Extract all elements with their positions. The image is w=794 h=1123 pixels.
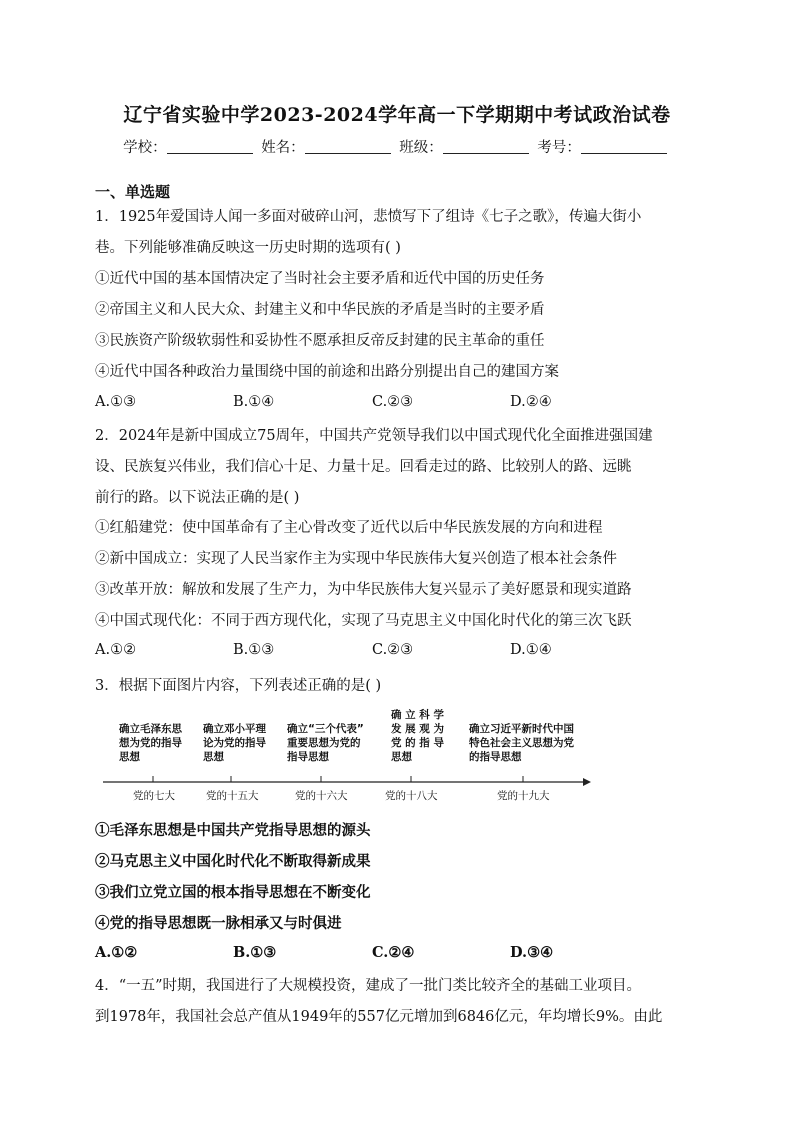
q2-stem-line1: 2．2024年是新中国成立75周年，中国共产党领导我们以中国式现代化全面推进强国建: [95, 428, 653, 444]
timeline-label-3: 确立“三个代表” 重要思想为党的 指导思想: [287, 723, 364, 763]
q1-option-c[interactable]: C.②③: [372, 394, 414, 410]
q2-statement-2: ②新中国成立：实现了人民当家作主为实现中华民族伟大复兴创造了根本社会条件: [95, 551, 617, 567]
q3-statement-4: ④党的指导思想既一脉相承又与时俱进: [95, 915, 342, 932]
q3-option-c[interactable]: C.②④: [372, 944, 415, 961]
q3-option-a[interactable]: A.①②: [95, 944, 138, 961]
class-label: 班级：: [399, 140, 443, 156]
q2-stem-line2: 设、民族复兴伟业，我们信心十足、力量十足。回看走过的路、比较别人的路、远眺: [95, 459, 632, 475]
school-label: 学校：: [123, 140, 167, 156]
timeline-label-5: 确立习近平新时代中国 特色社会主义思想为党 的指导思想: [469, 723, 574, 763]
party-guiding-thought-timeline: [95, 700, 595, 810]
q1-statement-4: ④近代中国各种政治力量围绕中国的前途和出路分别提出自己的建国方案: [95, 364, 559, 380]
q2-option-b[interactable]: B.①③: [233, 642, 275, 658]
q3-statement-1: ①毛泽东思想是中国共产党指导思想的源头: [95, 822, 371, 839]
class-blank[interactable]: [443, 139, 529, 154]
student-info-row: [0, 136, 794, 157]
q2-statement-1: ①红船建党：使中国革命有了主心骨改变了近代以后中华民族发展的方向和进程: [95, 520, 603, 536]
name-label: 姓名：: [261, 140, 305, 156]
number-blank[interactable]: [581, 139, 667, 154]
q1-statement-1: ①近代中国的基本国情决定了当时社会主要矛盾和近代中国的历史任务: [95, 271, 545, 287]
q1-stem-line2: 巷。下列能够准确反映这一历史时期的选项有( ): [95, 240, 401, 256]
q4-stem-line2: 到1978年，我国社会总产值从1949年的557亿元增加到6846亿元，年均增长9%。由此: [95, 1009, 663, 1025]
q1-statement-2: ②帝国主义和人民大众、封建主义和中华民族的矛盾是当时的主要矛盾: [95, 302, 545, 318]
school-blank[interactable]: [167, 139, 253, 154]
q1-statement-3: ③民族资产阶级软弱性和妥协性不愿承担反帝反封建的民主革命的重任: [95, 333, 545, 349]
q3-option-d[interactable]: D.③④: [510, 944, 554, 961]
q2-option-c[interactable]: C.②③: [372, 642, 414, 658]
section-heading: 一、单选题: [95, 183, 171, 201]
q1-option-d[interactable]: D.②④: [510, 394, 552, 410]
timeline-arrow-icon: [583, 778, 591, 786]
timeline-label-2: 确立邓小平理 论为党的指导 思想: [203, 723, 266, 763]
q2-option-d[interactable]: D.①④: [510, 642, 552, 658]
number-label: 考号：: [537, 140, 581, 156]
q2-statement-4: ④中国式现代化：不同于西方现代化，实现了马克思主义中国化时代化的第三次飞跃: [95, 613, 632, 629]
exam-title: 辽宁省实验中学2023-2024学年高一下学期期中考试政治试卷: [123, 104, 671, 126]
timeline-label-4: 确 立 科 学 发 展 观 为 党 的 指 导 思想: [391, 709, 444, 763]
timeline-caption-5: 党的十九大: [497, 790, 550, 802]
q1-stem-line1: 1．1925年爱国诗人闻一多面对破碎山河，悲愤写下了组诗《七子之歌》，传遍大街小: [95, 209, 642, 225]
timeline-caption-2: 党的十五大: [206, 790, 259, 802]
name-blank[interactable]: [305, 139, 391, 154]
q3-statement-3: ③我们立党立国的根本指导思想在不断变化: [95, 884, 371, 901]
timeline-label-1: 确立毛泽东思 想为党的指导 思想: [119, 723, 182, 763]
q2-statement-3: ③改革开放：解放和发展了生产力，为中华民族伟大复兴显示了美好愿景和现实道路: [95, 582, 632, 598]
q3-option-b[interactable]: B.①③: [233, 944, 277, 961]
q3-statement-2: ②马克思主义中国化时代化不断取得新成果: [95, 853, 371, 870]
timeline-caption-3: 党的十六大: [295, 790, 348, 802]
q4-stem-line1: 4．“一五”时期，我国进行了大规模投资，建成了一批门类比较齐全的基础工业项目。: [95, 978, 642, 994]
q2-option-a[interactable]: A.①②: [95, 642, 137, 658]
q2-stem-line3: 前行的路。以下说法正确的是( ): [95, 490, 300, 506]
q1-option-b[interactable]: B.①④: [233, 394, 275, 410]
q3-stem: 3．根据下面图片内容，下列表述正确的是( ): [95, 678, 382, 694]
timeline-caption-4: 党的十八大: [385, 790, 438, 802]
timeline-caption-1: 党的七大: [133, 790, 175, 802]
q1-option-a[interactable]: A.①③: [95, 394, 137, 410]
